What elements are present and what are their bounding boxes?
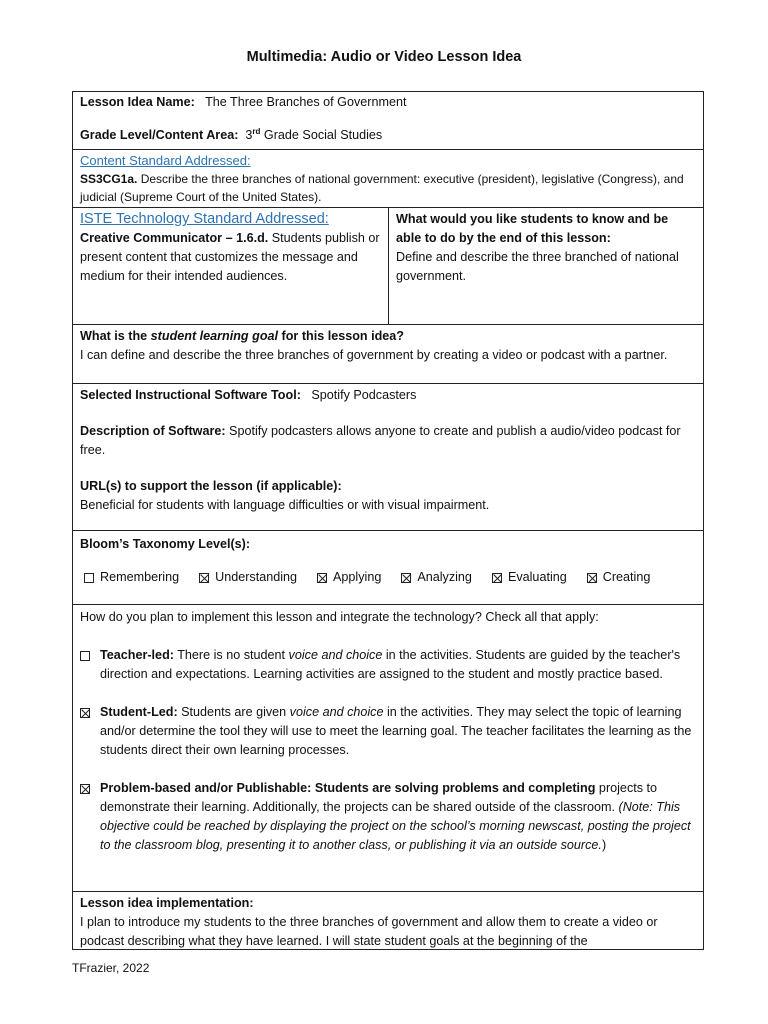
implementation-row — [73, 892, 703, 949]
standard-text: Describe the three branches of national government: executive (president), legislative (Congress), and judicial (Supreme Court of the United States). — [80, 172, 684, 204]
bloom-creating[interactable]: Creating — [587, 568, 651, 587]
bloom-understanding[interactable]: Understanding — [199, 568, 297, 587]
blooms-label: Bloom’s Taxonomy Level(s): — [80, 537, 251, 551]
lesson-info-row — [73, 92, 703, 150]
checkbox-icon[interactable] — [84, 573, 94, 583]
document-title: Multimedia: Audio or Video Lesson Idea — [246, 49, 522, 65]
iste-row — [73, 208, 703, 325]
option-teacher-led: Teacher-led: There is no student voice and choice in the activities. Students are guided by the teacher's direction and expectations. Learning activities are assigned to the student and mostly practice based. — [80, 646, 696, 684]
software-row — [73, 384, 703, 531]
standard-code: SS3CG1a. — [80, 172, 138, 186]
bloom-analyzing[interactable]: Analyzing — [401, 568, 472, 587]
content-standard-heading: Content Standard Addressed: — [80, 153, 251, 168]
iste-cell — [73, 208, 389, 324]
footer: TFrazier, 2022 — [72, 961, 150, 975]
grade-label: Grade Level/Content Area: — [80, 128, 239, 143]
iste-bold: Creative Communicator – 1.6.d. — [80, 231, 269, 245]
know-cell — [389, 208, 703, 324]
know-answer: Define and describe the three branched of national government. — [396, 250, 679, 283]
implementation-text: I plan to introduce my students to the three branches of government and allow them to create a video or podcast describing what they have learned. I will state student goals at the beginning of the — [80, 915, 658, 948]
checkbox-checked-icon[interactable] — [199, 573, 209, 583]
implement-row — [73, 605, 703, 892]
bloom-remembering[interactable]: Remembering — [84, 568, 179, 587]
checkbox-checked-icon[interactable] — [80, 784, 90, 794]
url-label: URL(s) to support the lesson (if applicable): — [80, 479, 342, 493]
description-line: Description of Software: Spotify podcasters allows anyone to create and publish a audio/video podcast for free. — [80, 424, 681, 457]
blooms-checks — [80, 568, 696, 587]
bloom-evaluating[interactable]: Evaluating — [492, 568, 567, 587]
checkbox-checked-icon[interactable] — [317, 573, 327, 583]
url-value: Beneficial for students with language difficulties or with visual impairment. — [80, 498, 490, 512]
grade-num: 3 — [245, 128, 253, 143]
grade-line — [80, 122, 696, 145]
iste-heading: ISTE Technology Standard Addressed: — [80, 211, 329, 227]
checkbox-icon[interactable] — [80, 651, 90, 661]
checkbox-checked-icon[interactable] — [80, 708, 90, 718]
content-standard-row — [73, 150, 703, 208]
checkbox-checked-icon[interactable] — [587, 573, 597, 583]
option-student-led: Student-Led: Students are given voice and choice in the activities. They may select the topic of learning and/or determine the tool they will use to meet the learning goal. The teacher facilitates the learning as the students direct their own learning processes. — [80, 703, 696, 760]
lesson-name-line — [80, 93, 696, 112]
lesson-table — [72, 91, 704, 950]
bloom-applying[interactable]: Applying — [317, 568, 381, 587]
tool-value: Spotify Podcasters — [311, 388, 417, 402]
lesson-name-label: Lesson Idea Name: — [80, 95, 195, 109]
know-question: What would you like students to know and be able to do by the end of this lesson: — [396, 212, 669, 245]
goal-question: What is the student learning goal for this lesson idea? — [80, 329, 404, 343]
grade-sup: rd — [252, 127, 261, 136]
tool-line: Selected Instructional Software Tool: Spotify Podcasters — [80, 388, 417, 402]
blooms-row — [73, 531, 703, 605]
goal-row — [73, 325, 703, 384]
implementation-label: Lesson idea implementation: — [80, 896, 254, 910]
option-problem-based: Problem-based and/or Publishable: Students are solving problems and completing projects to demonstrate their learning. Additionally, the projects can be shared outside of the classroom. (Note: This objective could be reached by displaying the project on the school’s morning newscast, posting the project to the classroom blog, presenting it to another class, or publishing it via an outside source.) — [80, 779, 696, 855]
goal-answer: I can define and describe the three branches of government by creating a video or podcast with a partner. — [80, 348, 668, 362]
grade-rest: Grade Social Studies — [263, 128, 383, 143]
iste-text: Students publish or present content that customizes the message and medium for their intended audiences. — [80, 231, 380, 283]
lesson-name-value: The Three Branches of Government — [205, 95, 407, 109]
checkbox-checked-icon[interactable] — [492, 573, 502, 583]
implement-question: How do you plan to implement this lesson and integrate the technology? Check all that apply: — [80, 610, 599, 624]
checkbox-checked-icon[interactable] — [401, 573, 411, 583]
